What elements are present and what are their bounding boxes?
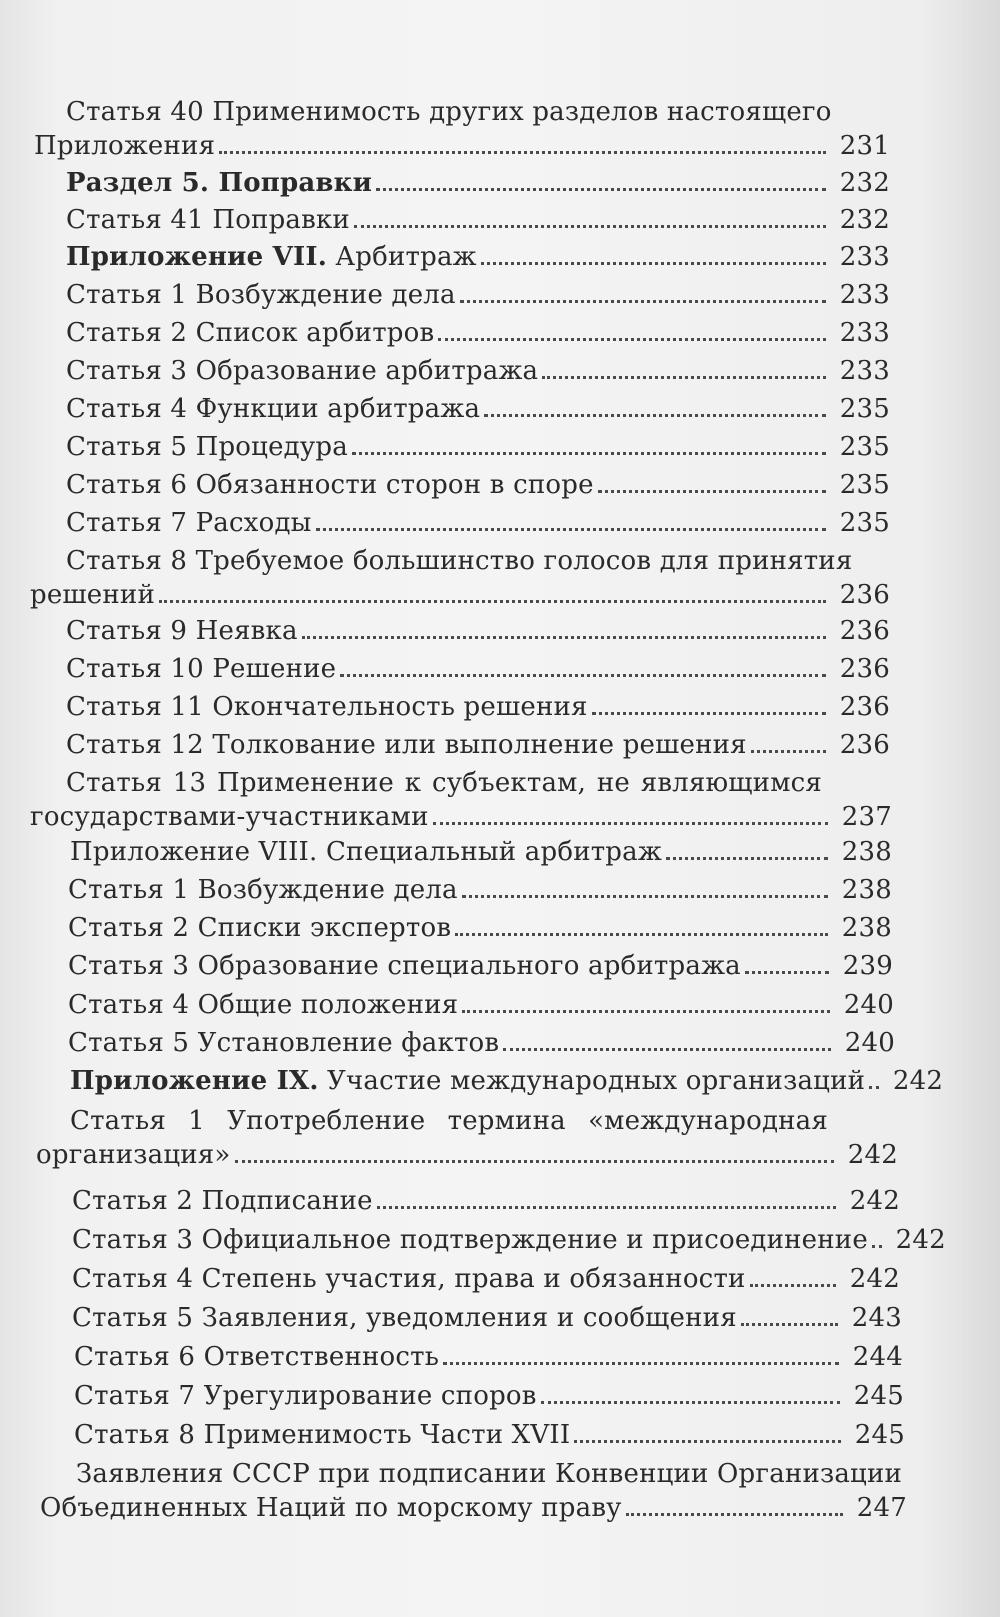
toc-entry [66,652,890,686]
dot-leader [626,1513,843,1516]
toc-entry-first-line: Статья 1 Употребление термина «международная [70,1106,828,1136]
toc-entry [74,1418,905,1452]
toc-entry-text: Статья 7 Расходы [66,508,312,538]
page-number: 240 [844,1028,895,1058]
toc-entry-title [68,873,458,907]
toc-entry-text: Арбитраж [326,242,477,272]
page-number: 231 [839,131,890,161]
toc-entry [34,129,890,163]
page-number: 236 [839,654,890,684]
toc-entry-text: Статья 5 Заявления, уведомления и сообщения [72,1303,737,1333]
toc-entry-title [72,1262,746,1296]
page-number: 242 [847,1140,898,1170]
dot-leader [462,1010,830,1013]
toc-entry [66,690,890,724]
page-number: 239 [842,951,893,981]
toc-entry-title [70,835,662,869]
toc-entry [68,988,894,1022]
toc-entry [66,166,890,200]
toc-entry-text: Статья 11 Окончательность решения [66,692,588,722]
dot-leader [872,1245,882,1248]
dot-leader [340,674,826,677]
toc-entry-text: Статья 2 Список арбитров [66,318,435,348]
toc-entry [72,1262,900,1296]
toc-entry-second-line: решений [30,580,155,610]
page-number: 240 [843,990,894,1020]
dot-leader [354,225,826,228]
toc-entry [66,468,890,502]
dot-leader [542,376,826,379]
toc-entry-title [70,1064,865,1098]
page-number: 238 [841,913,892,943]
toc-entry-title [66,614,298,648]
toc-entry-title [66,354,538,388]
toc-entry [36,1138,898,1172]
page-number: 233 [839,280,890,310]
dot-leader [751,750,826,753]
toc-entry-title [66,506,312,540]
toc-entry-text: Статья 1 Возбуждение дела [66,280,456,310]
toc-entry [72,1301,902,1335]
page-number: 245 [853,1381,904,1411]
dot-leader [316,528,826,531]
page-number: 242 [895,1225,946,1255]
toc-entry-text: Статья 5 Процедура [66,432,348,462]
toc-entry-title [66,203,350,237]
toc-entry-title [68,911,451,945]
toc-entry-text: Статья 12 Толкование или выполнение решения [66,730,747,760]
page-number: 235 [839,432,890,462]
toc-entry-text: Статья 3 Официальное подтверждение и присоединение [72,1225,868,1255]
toc-entry [66,506,890,540]
toc-entry-first-line: Заявления СССР при подписании Конвенции Организации [76,1459,903,1489]
toc-entry-text: Статья 8 Применимость Части XVII [74,1420,571,1450]
page-number: 247 [856,1493,907,1523]
toc-entry-second-line: государствами-участниками [30,802,429,832]
toc-entry-title [68,988,458,1022]
dot-leader [376,188,826,191]
toc-entry-second-line: Приложения [34,131,216,161]
dot-leader [503,1048,831,1051]
dot-leader [219,151,826,154]
toc-entry-title [66,468,594,502]
toc-entry [30,578,890,612]
toc-entry [72,1184,900,1218]
toc-entry [68,1026,895,1060]
toc-entry-title [72,1223,868,1257]
toc-entry-title [66,240,477,274]
toc-entry-text: Статья 2 Списки экспертов [68,913,452,943]
toc-entry-title [66,166,372,200]
toc-entry-first-line: Статья 8 Требуемое большинство голосов для принятия [66,546,853,576]
toc-entry [72,1223,946,1257]
page-number: 235 [839,470,890,500]
page-number: 236 [839,692,890,722]
dot-leader [443,1362,839,1365]
dot-leader [484,414,826,417]
page-number: 244 [852,1342,903,1372]
toc-entry-text: Статья 6 Ответственность [74,1342,440,1372]
page-number: 235 [839,508,890,538]
page-number: 237 [841,802,892,832]
page-number: 242 [892,1066,944,1096]
toc-entry [66,430,890,464]
toc-entry [68,911,892,945]
page-number: 233 [839,242,890,272]
toc-entry [66,354,890,388]
toc-entry [74,1340,903,1374]
toc-entry-title [66,392,480,426]
dot-leader [592,712,826,715]
toc-entry-text: Статья 9 Неявка [66,616,298,646]
toc-entry-first-line: Статья 40 Применимость других разделов настоящего [66,97,832,127]
toc-entry [66,278,890,312]
toc-entry-text: Статья 5 Установление фактов [68,1028,500,1058]
dot-leader [598,490,826,493]
toc-entry-text: Статья 4 Функции арбитража [66,394,481,424]
toc-entry-text: Статья 6 Обязанности сторон в споре [66,470,594,500]
dot-leader [574,1440,841,1443]
dot-leader [433,822,828,825]
page-number: 236 [839,580,890,610]
dot-leader [666,857,828,860]
dot-leader [377,1206,836,1209]
dot-leader [302,636,826,639]
toc-entry [66,392,890,426]
toc-entry-title [66,316,434,350]
toc-entry [66,203,890,237]
toc-entry-text: Приложение VIII. Специальный арбитраж [70,837,662,867]
dot-leader [750,1284,836,1287]
toc-entry-text: Статья 4 Степень участия, права и обязанности [72,1264,746,1294]
toc-entry-second-line: Объединенных Наций по морскому праву [40,1493,622,1523]
toc-entry-bold-title: Приложение IX. [70,1066,319,1096]
toc-entry-title [66,652,336,686]
toc-entry-text: Статья 3 Образование специального арбитража [68,951,741,981]
toc-entry [70,1064,944,1098]
toc-entry-title [68,949,741,983]
toc-entry [66,316,890,350]
page-number: 242 [849,1264,900,1294]
page-number: 238 [841,875,892,905]
toc-entry-title [66,278,456,312]
toc-entry [66,728,890,762]
toc-entry-bold-title: Раздел 5. Поправки [66,168,373,198]
toc-entry-bold-title: Приложение VII. [66,242,327,272]
toc-entry [70,835,892,869]
toc-entry-title [74,1379,537,1413]
dot-leader [235,1160,834,1163]
dot-leader [481,262,826,265]
page-number: 232 [839,205,890,235]
dot-leader [745,971,829,974]
toc-entry-title [66,728,747,762]
dot-leader [869,1086,879,1089]
page-number: 236 [839,616,890,646]
dot-leader [438,338,826,341]
toc-entry-first-line: Статья 13 Применение к субъектам, не являющимся [66,768,822,798]
toc-entry-text: Участие международных организаций [318,1066,866,1096]
toc-entry-text: Статья 7 Урегулирование споров [74,1381,537,1411]
toc-entry-text: Статья 4 Общие положения [68,990,459,1020]
toc-entry-text: Статья 3 Образование арбитража [66,356,539,386]
toc-entry-title [66,690,588,724]
toc-entry-title [74,1418,570,1452]
page-number: 236 [839,730,890,760]
page-number: 233 [839,356,890,386]
page-number: 238 [841,837,892,867]
toc-entry [68,949,893,983]
dot-leader [460,300,826,303]
dot-leader [541,1401,840,1404]
toc-entry [66,240,890,274]
dot-leader [159,600,826,603]
page-number: 232 [839,168,890,198]
page-number: 235 [839,394,890,424]
dot-leader [741,1323,838,1326]
toc-entry [30,800,892,834]
page-number: 242 [849,1186,900,1216]
toc-entry [40,1491,907,1525]
toc-entry [68,873,892,907]
page-number: 243 [851,1303,902,1333]
toc-entry-text: Статья 41 Поправки [66,205,350,235]
toc-entry-second-line: организация» [36,1140,231,1170]
toc-entry-title [66,430,348,464]
toc-entry-text: Статья 10 Решение [66,654,337,684]
page-number: 233 [839,318,890,348]
toc-entry [74,1379,904,1413]
toc-entry-title [74,1340,439,1374]
dot-leader [352,452,826,455]
page-number: 245 [854,1420,905,1450]
toc-entry [66,614,890,648]
toc-entry-text: Статья 1 Возбуждение дела [68,875,458,905]
toc-entry-text: Статья 2 Подписание [72,1186,373,1216]
toc-entry-title [72,1301,737,1335]
toc-entry-title [72,1184,373,1218]
toc-entry-title [68,1026,499,1060]
dot-leader [455,933,828,936]
dot-leader [462,895,828,898]
